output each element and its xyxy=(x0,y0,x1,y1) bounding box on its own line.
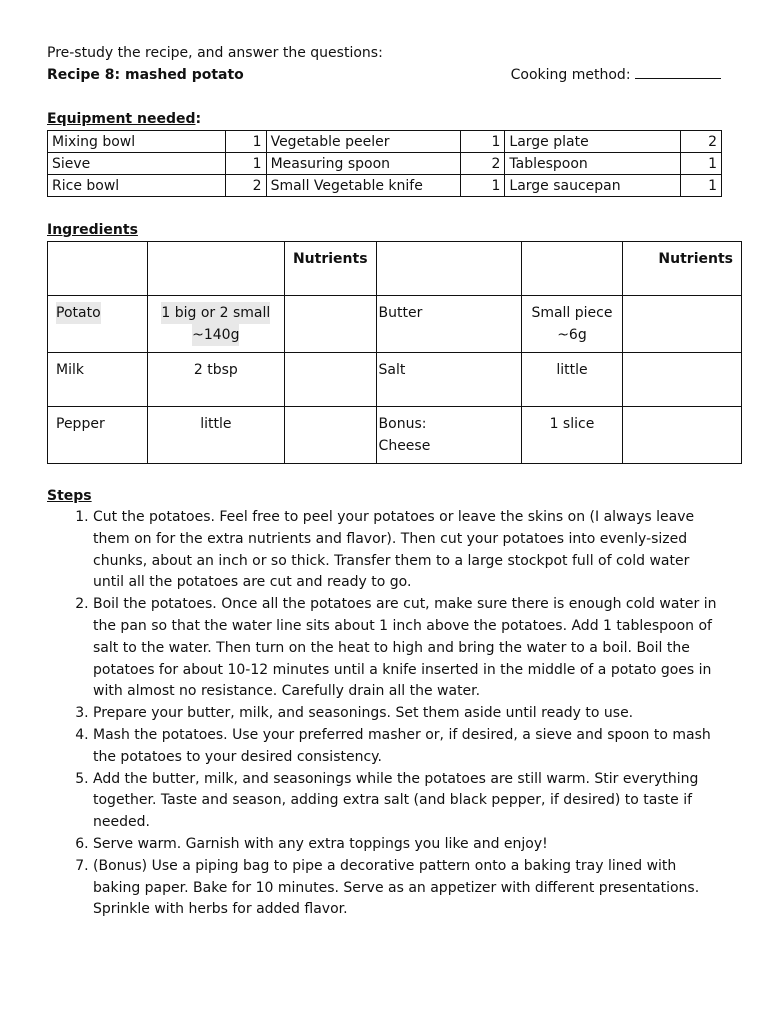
nutrients-cell xyxy=(284,296,376,353)
equipment-title-colon: : xyxy=(195,111,202,127)
ingredient-amount xyxy=(521,296,623,353)
equipment-item: Sieve xyxy=(48,153,226,175)
ingredients-title: Ingredients xyxy=(47,222,138,238)
ingredient-name xyxy=(48,296,148,353)
equipment-qty: 2 xyxy=(460,153,505,175)
equipment-heading xyxy=(47,108,723,130)
ingredient-name-text: Pepper xyxy=(56,416,105,432)
equipment-qty: 1 xyxy=(681,153,722,175)
equipment-title: Equipment needed xyxy=(47,111,196,127)
blank-header-cell xyxy=(48,242,148,296)
nutrients-header: Nutrients xyxy=(284,242,376,296)
ingredient-amount xyxy=(147,296,284,353)
worksheet xyxy=(47,42,733,921)
title-row xyxy=(47,64,723,86)
equipment-item: Mixing bowl xyxy=(48,131,226,153)
steps-list xyxy=(47,507,723,921)
ingredient-name xyxy=(376,353,521,407)
equipment-row xyxy=(48,153,722,175)
equipment-qty: 1 xyxy=(226,153,266,175)
equipment-item: Tablespoon xyxy=(505,153,681,175)
ingredient-name xyxy=(48,407,148,464)
ingredient-amount-text: Small piece xyxy=(531,305,613,321)
ingredient-row xyxy=(48,353,742,407)
nutrients-header: Nutrients xyxy=(623,242,742,296)
ingredient-name xyxy=(48,353,148,407)
ingredient-name-text: Bonus: xyxy=(378,416,427,432)
equipment-row xyxy=(48,131,722,153)
blank-header-cell xyxy=(147,242,284,296)
blank-header-cell xyxy=(376,242,521,296)
nutrients-cell xyxy=(623,353,742,407)
ingredient-amount xyxy=(521,353,623,407)
equipment-qty: 1 xyxy=(226,131,266,153)
equipment-qty: 1 xyxy=(681,175,722,197)
ingredient-amount-text: little xyxy=(200,416,232,432)
ingredient-amount-text: ~140g xyxy=(192,324,239,346)
ingredient-amount xyxy=(521,407,623,464)
ingredient-amount xyxy=(147,353,284,407)
step-item: 1. Cut the potatoes. Feel free to peel your potatoes or leave the skins on (I always leave them on for the extra nutrients and flavor). Then cut your potatoes into evenly-sized chunks, about an inch or so thick. Transfer them to a large stockpot full of cold water until all the potatoes are cut and ready to go. xyxy=(93,507,723,594)
nutrients-cell xyxy=(284,353,376,407)
cooking-method-blank xyxy=(635,64,721,79)
ingredients-table xyxy=(47,241,742,464)
step-item: 5. Add the butter, milk, and seasonings while the potatoes are still warm. Stir everything together. Taste and season, adding extra salt (and black pepper, if desired) to taste if needed. xyxy=(93,769,723,834)
step-item: 4. Mash the potatoes. Use your preferred masher or, if desired, a sieve and spoon to mash the potatoes to your desired consistency. xyxy=(93,725,723,769)
ingredient-row xyxy=(48,296,742,353)
step-item: 3. Prepare your butter, milk, and seasonings. Set them aside until ready to use. xyxy=(93,703,723,725)
equipment-qty: 1 xyxy=(460,175,505,197)
ingredient-row xyxy=(48,407,742,464)
equipment-item: Large saucepan xyxy=(505,175,681,197)
ingredient-amount-text: ~6g xyxy=(557,327,587,343)
ingredient-amount xyxy=(147,407,284,464)
equipment-qty: 1 xyxy=(460,131,505,153)
ingredient-amount-text: 1 slice xyxy=(549,416,595,432)
cooking-method-label: Cooking method: xyxy=(510,67,631,83)
nutrients-cell xyxy=(623,296,742,353)
step-item: 2. Boil the potatoes. Once all the potatoes are cut, make sure there is enough cold water in the pan so that the water line sits about 1 inch above the potatoes. Add 1 tablespoon of salt to the water. Then turn on the heat to high and bring the water to a boil. Boil the potatoes for about 10-12 minutes until a knife inserted in the middle of a potato goes in with almost no resistance. Carefully drain all the water. xyxy=(93,594,723,703)
cooking-method xyxy=(511,64,721,86)
instruction-text: Pre-study the recipe, and answer the questions: xyxy=(47,45,383,61)
ingredients-header-row xyxy=(48,242,742,296)
step-item: 7. (Bonus) Use a piping bag to pipe a decorative pattern onto a baking tray lined with baking paper. Bake for 10 minutes. Serve as an appetizer with different presentations. Sprinkle with herbs for added flavor. xyxy=(93,856,723,921)
ingredient-name-text: Potato xyxy=(56,302,101,324)
ingredient-name-text: Cheese xyxy=(378,438,431,454)
step-item: 6. Serve warm. Garnish with any extra toppings you like and enjoy! xyxy=(93,834,723,856)
equipment-item: Measuring spoon xyxy=(266,153,460,175)
equipment-qty: 2 xyxy=(226,175,266,197)
ingredient-name xyxy=(376,296,521,353)
ingredient-amount-text: little xyxy=(556,362,588,378)
nutrients-cell xyxy=(284,407,376,464)
blank-header-cell xyxy=(521,242,623,296)
equipment-table xyxy=(47,130,722,197)
equipment-row xyxy=(48,175,722,197)
ingredient-name-text: Butter xyxy=(378,305,423,321)
ingredient-name-text: Milk xyxy=(56,362,84,378)
ingredient-amount-text: 2 tbsp xyxy=(193,362,238,378)
ingredient-name xyxy=(376,407,521,464)
equipment-item: Large plate xyxy=(505,131,681,153)
equipment-item: Rice bowl xyxy=(48,175,226,197)
equipment-qty: 2 xyxy=(681,131,722,153)
steps-title: Steps xyxy=(47,488,92,504)
nutrients-cell xyxy=(623,407,742,464)
equipment-item: Vegetable peeler xyxy=(266,131,460,153)
recipe-title: Recipe 8: mashed potato xyxy=(47,67,244,83)
ingredient-amount-text: 1 big or 2 small xyxy=(161,302,270,324)
equipment-item: Small Vegetable knife xyxy=(266,175,460,197)
ingredient-name-text: Salt xyxy=(378,362,406,378)
